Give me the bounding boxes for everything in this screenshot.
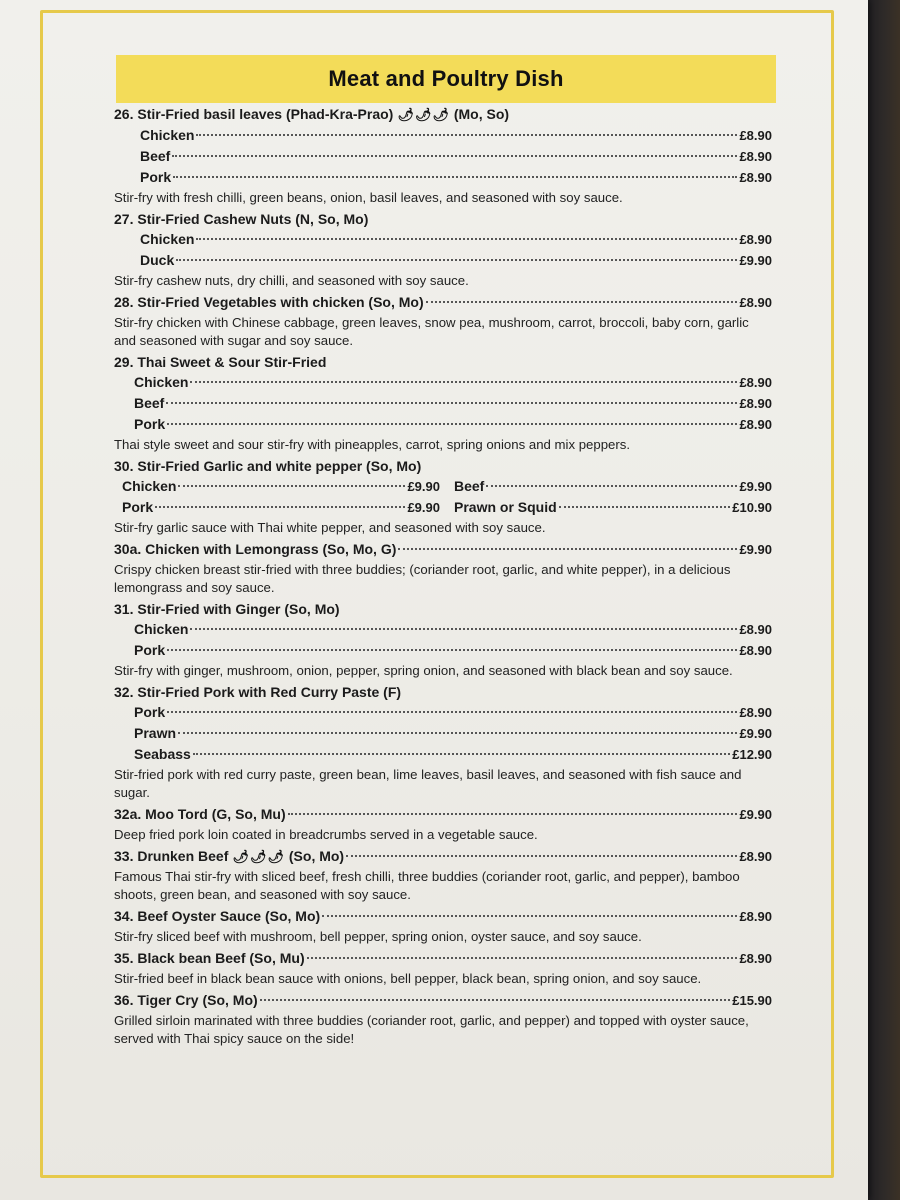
option-row: Beef £8.90 — [140, 148, 772, 164]
menu-list — [114, 104, 772, 1050]
option-row: Pork £8.90 — [134, 642, 772, 658]
item-description: Stir-fry garlic sauce with Thai white pepper, and seasoned with soy sauce. — [114, 520, 546, 535]
item-title-32a: 32a. Moo Tord (G, So, Mu) £9.90 — [114, 806, 772, 822]
option-row: Pork £9.90 — [122, 499, 440, 515]
option-pair — [114, 476, 772, 497]
item-tags: (Mo, So) — [453, 106, 510, 122]
item-description: Stir-fry sliced beef with mushroom, bell pepper, spring onion, oyster sauce, and soy sauce. — [114, 929, 642, 944]
item-title-36: 36. Tiger Cry (So, Mo) £15.90 — [114, 992, 772, 1008]
item-title-26: 26. Stir-Fried basil leaves (Phad-Kra-Prao) 🌶🌶🌶 (Mo, So) — [114, 104, 772, 125]
section-title: Meat and Poultry Dish — [328, 66, 564, 91]
item-description: Stir-fry chicken with Chinese cabbage, green leaves, snow pea, mushroom, carrot, broccoli, baby corn, garlic and seasoned with sugar and soy sauce. — [114, 315, 749, 348]
item-title-30a: 30a. Chicken with Lemongrass (So, Mo, G) £9.90 — [114, 541, 772, 557]
item-description: Crispy chicken breast stir-fried with three buddies; (coriander root, garlic, and white pepper), in a delicious lemongrass and soy sauce. — [114, 562, 731, 595]
option-row: Pork £8.90 — [140, 169, 772, 185]
item-description: Thai style sweet and sour stir-fry with pineapples, carrot, spring onions and mix peppers. — [114, 437, 631, 452]
chilli-icon: 🌶🌶🌶 — [397, 107, 450, 122]
item-title-27: 27. Stir-Fried Cashew Nuts (N, So, Mo) — [114, 211, 369, 227]
item-description: Grilled sirloin marinated with three buddies (coriander root, garlic, and pepper) and topped with oyster sauce, served with Thai spicy sauce on the side! — [114, 1013, 749, 1046]
option-row: Seabass £12.90 — [134, 746, 772, 762]
option-pair — [114, 497, 772, 518]
item-description: Stir-fry with ginger, mushroom, onion, pepper, spring onion, and seasoned with black bean and soy sauce. — [114, 663, 733, 678]
option-row: Pork £8.90 — [134, 704, 772, 720]
item-description: Deep fried pork loin coated in breadcrumbs served in a vegetable sauce. — [114, 827, 538, 842]
option-row: Chicken £8.90 — [140, 127, 772, 143]
chilli-icon: 🌶🌶🌶 — [232, 849, 285, 864]
item-title-31: 31. Stir-Fried with Ginger (So, Mo) — [114, 601, 340, 617]
item-title-30: 30. Stir-Fried Garlic and white pepper (So, Mo) — [114, 458, 422, 474]
option-row: Pork £8.90 — [134, 416, 772, 432]
item-description: Famous Thai stir-fry with sliced beef, fresh chilli, three buddies (coriander root, garlic, and pepper), bamboo shoots, green bean, and seasoned with soy sauce. — [114, 869, 740, 902]
item-tags: (So, Mo) — [288, 848, 345, 864]
item-description: Stir-fried pork with red curry paste, green bean, lime leaves, basil leaves, and seasoned with fish sauce and sugar. — [114, 767, 742, 800]
option-row: Prawn or Squid £10.90 — [454, 499, 772, 515]
item-title-32: 32. Stir-Fried Pork with Red Curry Paste (F) — [114, 684, 402, 700]
item-title-33: 33. Drunken Beef 🌶🌶🌶 (So, Mo) £8.90 — [114, 846, 772, 867]
item-description: Stir-fry with fresh chilli, green beans, onion, basil leaves, and seasoned with soy sauce. — [114, 190, 623, 205]
item-description: Stir-fry cashew nuts, dry chilli, and seasoned with soy sauce. — [114, 273, 469, 288]
option-row: Prawn £9.90 — [134, 725, 772, 741]
option-row: Chicken £8.90 — [140, 231, 772, 247]
option-row: Duck £9.90 — [140, 252, 772, 268]
section-header — [116, 55, 776, 103]
option-row: Chicken £8.90 — [134, 374, 772, 390]
item-description: Stir-fried beef in black bean sauce with onions, bell pepper, black bean, spring onion, and soy sauce. — [114, 971, 702, 986]
item-title-28: 28. Stir-Fried Vegetables with chicken (So, Mo) £8.90 — [114, 294, 772, 310]
option-row: Beef £8.90 — [134, 395, 772, 411]
option-row: Beef £9.90 — [454, 478, 772, 494]
item-title-34: 34. Beef Oyster Sauce (So, Mo) £8.90 — [114, 908, 772, 924]
item-title-35: 35. Black bean Beef (So, Mu) £8.90 — [114, 950, 772, 966]
option-row: Chicken £9.90 — [122, 478, 440, 494]
option-row: Chicken £8.90 — [134, 621, 772, 637]
item-title-29: 29. Thai Sweet & Sour Stir-Fried — [114, 354, 327, 370]
